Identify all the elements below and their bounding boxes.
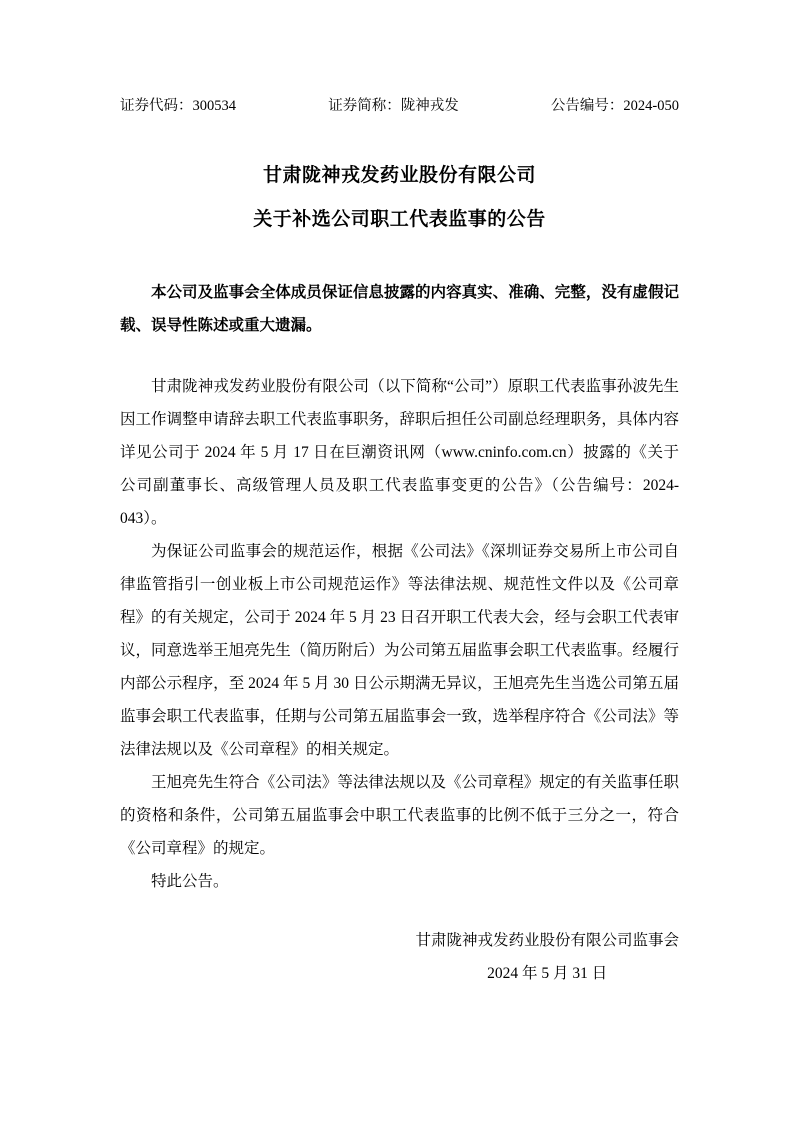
announcement-number: 公告编号：2024-050 [550, 98, 679, 114]
title-line-1: 甘肃陇神戎发药业股份有限公司 [262, 165, 536, 186]
body-paragraph-1: 甘肃陇神戎发药业股份有限公司（以下简称“公司”）原职工代表监事孙波先生因工作调整申请辞去职工代表监事职务，辞职后担任公司副总经理职务，具体内容详见公司于 2024 年 5 月 17 日在巨潮资讯网（www.cninfo.com.cn）披露的《关于公司副董事长、高级管理人员及职工代表监事变更的公告》（公告编号：2024-043）。 [120, 378, 679, 527]
document-body [120, 370, 679, 898]
body-paragraph-3: 王旭亮先生符合《公司法》等法律法规以及《公司章程》规定的有关监事任职的资格和条件，公司第五届监事会中职工代表监事的比例不低于三分之一，符合《公司章程》的规定。 [120, 774, 679, 857]
signature-company: 甘肃陇神戎发药业股份有限公司监事会 [415, 932, 679, 949]
title-line-2: 关于补选公司职工代表监事的公告 [253, 209, 546, 230]
signature-block [415, 924, 679, 990]
stock-name: 证券简称：陇神戎发 [328, 98, 459, 114]
disclosure-statement: 本公司及监事会全体成员保证信息披露的内容真实、准确、完整，没有虚假记载、误导性陈述或重大遗漏。 [120, 284, 679, 334]
stock-code: 证券代码：300534 [120, 98, 236, 114]
body-paragraph-4: 特此公告。 [151, 873, 229, 890]
signature-date: 2024 年 5 月 31 日 [487, 965, 608, 982]
body-paragraph-2: 为保证公司监事会的规范运作，根据《公司法》《深圳证券交易所上市公司自律监管指引一创业板上市公司规范运作》等法律法规、规范性文件以及《公司章程》的有关规定，公司于 2024 年 5 月 23 日召开职工代表大会，经与会职工代表审议，同意选举王旭亮先生（简历附后）为公司第五届监事会职工代表监事。经履行内部公示程序，至 2024 年 5 月 30 日公示期满无异议，王旭亮先生当选公司第五届监事会职工代表监事，任期与公司第五届监事会一致，选举程序符合《公司法》等法律法规以及《公司章程》的相关规定。 [120, 543, 679, 758]
document-title [120, 154, 679, 242]
document-header [120, 96, 679, 116]
